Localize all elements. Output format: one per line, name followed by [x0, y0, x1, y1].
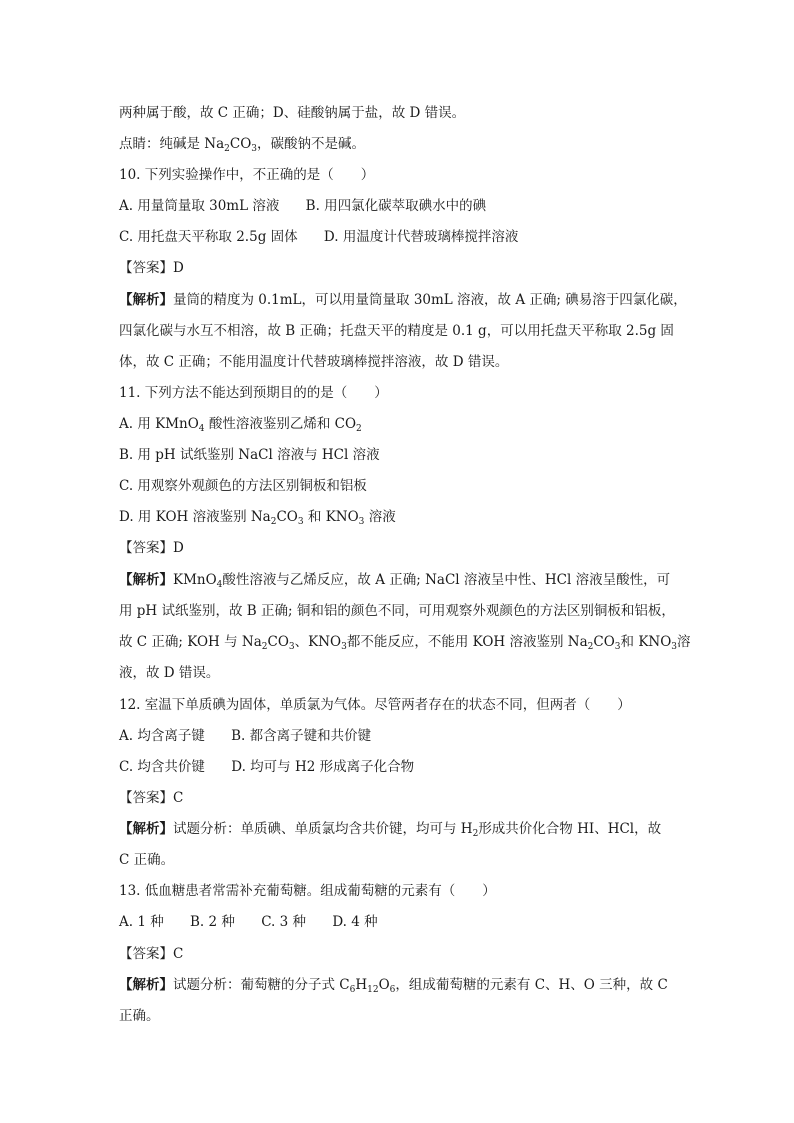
q11-stem: 11. 下列方法不能达到预期目的的是（ ）: [119, 385, 388, 401]
q12-options-cd: [119, 757, 414, 777]
q13-options: [119, 912, 378, 932]
q10-analysis-2: 四氯化碳与水互不相溶，故 B 正确；托盘天平的精度是 0.1 g，可以用托盘天平称取 2.5g 固: [119, 323, 674, 339]
q10-analysis-1: 【解析】量筒的精度为 0.1mL，可以用量筒量取 30mL 溶液，故 A 正确; 碘易溶于四氯化碳，: [119, 292, 687, 308]
q11-option-d: D. 用 KOH 溶液鉴别 $Na_2CO_3$ 和 $KNO_3$ 溶液: [119, 509, 396, 527]
q10-option-c: C. 用托盘天平称取 2.5g 固体: [119, 229, 298, 245]
q12-option-c: C. 均含共价键: [119, 759, 205, 775]
q12-answer: 【答案】C: [119, 790, 184, 806]
q11-analysis-4: 液，故 D 错误。: [119, 665, 220, 681]
q10-option-a: A. 用量筒量取 30mL 溶液: [119, 198, 280, 214]
q10-option-b: B. 用四氯化碳萃取碘水中的碘: [305, 198, 487, 214]
q11-option-a: A. 用 KMnO$_4$ 酸性溶液鉴别乙烯和 $CO_2$: [119, 416, 362, 434]
q13-option-d: D. 4 种: [332, 914, 378, 930]
q13-analysis-2: 正确。: [119, 1008, 160, 1024]
q12-analysis-2: C 正确。: [119, 852, 175, 868]
q10-options-ab: [119, 196, 486, 216]
q12-options-ab: [119, 726, 371, 746]
q11-analysis-1: 【解析】KMnO$_4$酸性溶液与乙烯反应，故 A 正确; NaCl 溶液呈中性、HCl 溶液呈酸性，可: [119, 572, 671, 590]
q11-analysis-2: 用 pH 试纸鉴别，故 B 正确; 铜和铝的颜色不同，可用观察外观颜色的方法区别铜板和铝板，: [119, 603, 675, 619]
q11-option-c: C. 用观察外观颜色的方法区别铜板和铝板: [119, 478, 367, 494]
q12-option-a: A. 均含离子键: [119, 728, 205, 744]
q13-answer: 【答案】C: [119, 946, 184, 962]
q13-option-a: A. 1 种: [119, 914, 164, 930]
note-line: 点睛：纯碱是 $Na_2CO_3$，碳酸钠不是碱。: [119, 136, 366, 154]
q12-analysis-1: 【解析】试题分析：单质碘、单质氯均含共价键，均可与 $H_2$形成共价化合物 HI、HCl，故: [119, 821, 662, 839]
q12-stem: 12. 室温下单质碘为固体，单质氯为气体。尽管两者存在的状态不同，但两者（ ）: [119, 697, 631, 713]
q10-answer: 【答案】D: [119, 260, 184, 276]
q10-stem: 10. 下列实验操作中，不正确的是（ ）: [119, 167, 375, 183]
q13-analysis-1: 【解析】试题分析：葡萄糖的分子式 $C_6H_{12}O_6$，组成葡萄糖的元素有 C、H、O 三种，故 C: [119, 977, 668, 995]
q10-analysis-3: 体，故 C 正确；不能用温度计代替玻璃棒搅拌溶液，故 D 错误。: [119, 354, 509, 370]
q13-stem: 13. 低血糖患者常需补充葡萄糖。组成葡萄糖的元素有（ ）: [119, 883, 496, 899]
q12-option-b: B. 都含离子键和共价键: [231, 728, 372, 744]
q11-analysis-3: 故 C 正确; KOH 与 $Na_2CO_3$、$KNO_3$都不能反应，不能用 KOH 溶液鉴别 $Na_2CO_3$和 $KNO_3$溶: [119, 634, 691, 652]
q11-answer: 【答案】D: [119, 540, 184, 556]
q10-options-cd: [119, 227, 518, 247]
q13-option-c: C. 3 种: [261, 914, 307, 930]
prev-analysis-tail: 两种属于酸，故 C 正确；D、硅酸钠属于盐，故 D 错误。: [119, 105, 466, 121]
q11-option-b: B. 用 pH 试纸鉴别 NaCl 溶液与 HCl 溶液: [119, 447, 380, 463]
q12-option-d: D. 均可与 H2 形成离子化合物: [231, 759, 415, 775]
q13-option-b: B. 2 种: [190, 914, 235, 930]
q10-option-d: D. 用温度计代替玻璃棒搅拌溶液: [323, 229, 519, 245]
